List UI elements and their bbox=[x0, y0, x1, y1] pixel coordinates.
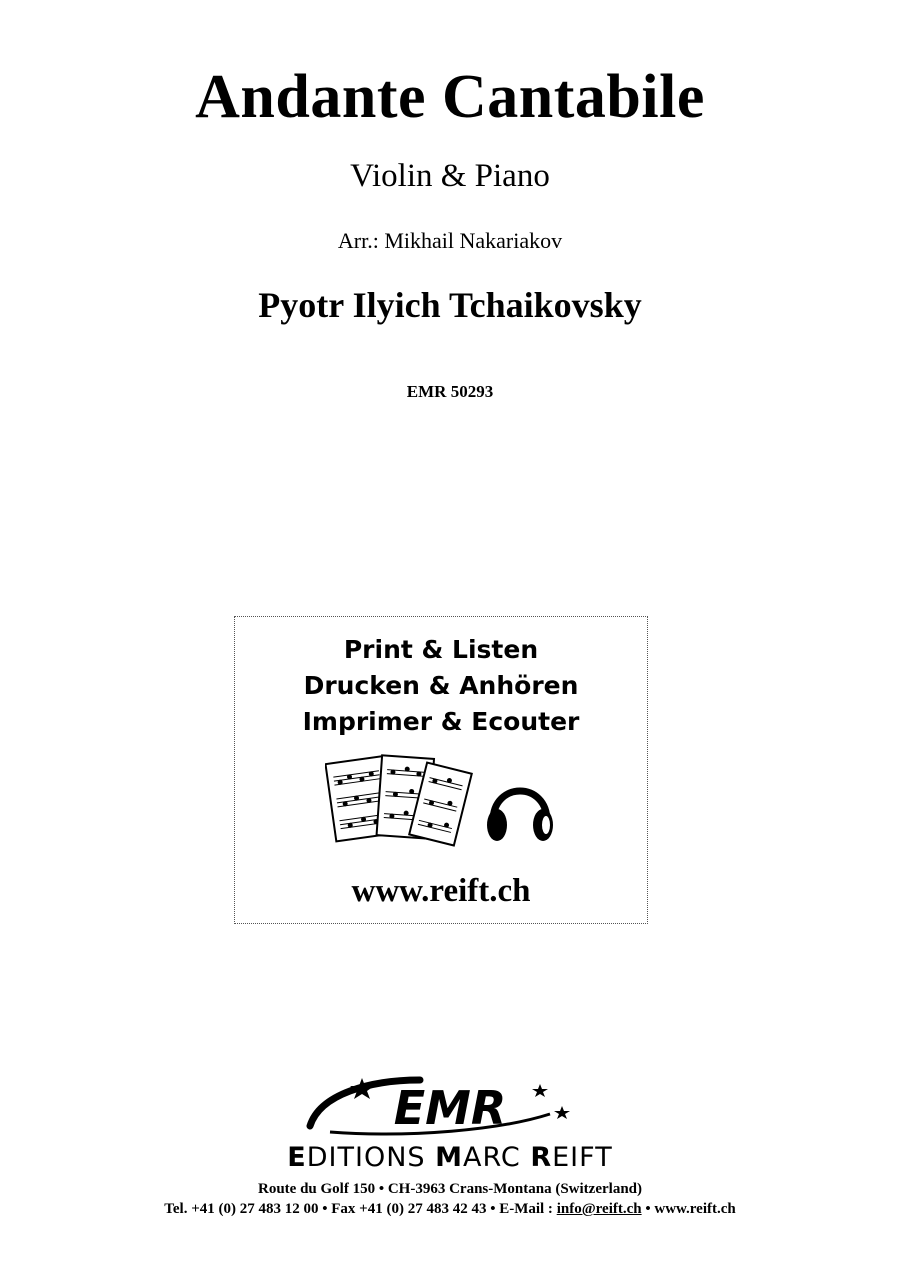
emr-logo bbox=[300, 1074, 580, 1136]
page-title: Andante Cantabile bbox=[195, 63, 705, 131]
arranger: Arr.: Mikhail Nakariakov bbox=[337, 228, 563, 253]
publisher-name: EDITIONS MARC REIFT bbox=[287, 1142, 613, 1173]
composer: Pyotr Ilyich Tchaikovsky bbox=[258, 285, 642, 325]
print-listen-box bbox=[234, 616, 648, 924]
promo-line-en: Print & Listen bbox=[343, 635, 539, 664]
promo-url[interactable]: www.reift.ch bbox=[351, 873, 531, 909]
instrumentation: Violin & Piano bbox=[350, 158, 550, 194]
headphones-icon bbox=[487, 791, 553, 841]
publisher-address: Route du Golf 150 • CH-3963 Crans-Montana (Switzerland) bbox=[258, 1181, 642, 1197]
sheet-music-icon bbox=[325, 755, 471, 845]
logo-text: EMR bbox=[393, 1081, 507, 1135]
catalog-number: EMR 50293 bbox=[406, 382, 494, 401]
email-link[interactable]: info@reift.ch bbox=[556, 1201, 642, 1217]
publisher-contact: Tel. +41 (0) 27 483 12 00 • Fax +41 (0) 27 483 42 43 • E-Mail : info@reift.ch • www.reift.ch bbox=[164, 1201, 736, 1217]
promo-line-fr: Imprimer & Ecouter bbox=[302, 707, 580, 736]
promo-line-de: Drucken & Anhören bbox=[303, 671, 579, 700]
promo-icons bbox=[325, 751, 565, 851]
